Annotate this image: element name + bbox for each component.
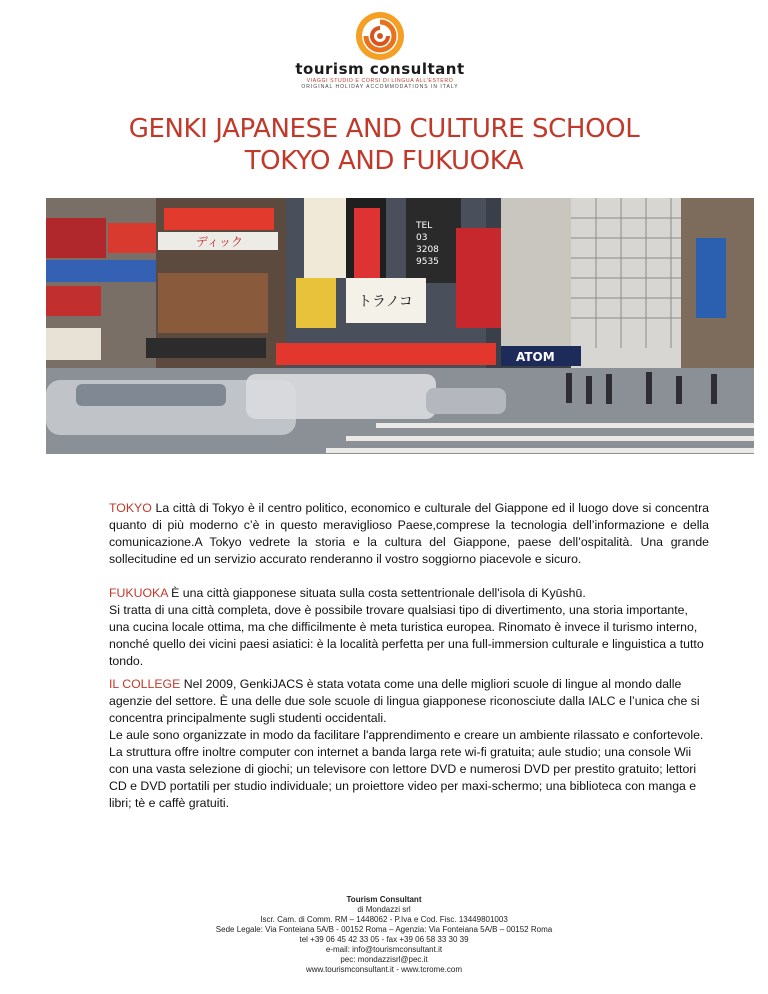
fukuoka-line1: È una città giapponese situata sulla costa settentrionale dell'isola di Kyūshū.	[167, 586, 586, 600]
tokyo-street-photo	[46, 198, 754, 454]
logo-subtagline: ORIGINAL HOLIDAY ACCOMMODATIONS IN ITALY	[301, 84, 459, 90]
footer-address: Sede Legale: Via Fonteiana 5A/B - 00152 Roma – Agenzia: Via Fonteiana 5A/B – 00152 Roma	[215, 925, 553, 934]
fukuoka-body: Si tratta di una città completa, dove è possibile trovare qualsiasi tipo di divertimento, una storia importante, una cucina locale ottima, ma che difficilmente è meta turistica europea. Rinomato è invece il turismo interno, nonché quello dei vicini paesi asiatici: è la località perfetta per una full-immersion culturale e linguistica a tutto tondo.	[109, 603, 704, 668]
footer-web[interactable]: www.tourismconsultant.it - www.tcrome.com	[305, 965, 463, 974]
title-line-2: TOKYO AND FUKUOKA	[244, 146, 524, 176]
sign-9535: 9535	[416, 257, 439, 267]
footer-pec[interactable]: pec: mondazzisrl@pec.it	[340, 955, 428, 964]
footer-registry: Iscr. Cam. di Comm. RM – 1448062 - P.Iva e Cod. Fisc. 13449801003	[260, 915, 508, 924]
sign-tel: TEL	[416, 221, 433, 231]
section-college	[109, 676, 709, 812]
page-title	[0, 113, 768, 177]
section-tokyo	[109, 500, 709, 568]
tokyo-text: La città di Tokyo è il centro politico, economico e culturale del Giappone ed il luogo dove si concentra quanto di più moderno c’è in questo meraviglioso Paese,comprese la tecnologia dell’informazione e della comunicazione.A Tokyo vedrete la storia e la cultura del Giappone, paese dell’ospitalità. Una grande sollecitudine ed un servizio accurato renderanno il vostro soggiorno piacevole e sicuro.	[109, 501, 709, 566]
sign-dick: ディック	[196, 235, 244, 249]
footer-owner: di Mondazzi srl	[357, 905, 411, 914]
sign-03: 03	[416, 233, 428, 243]
college-intro	[109, 676, 709, 727]
footer-email[interactable]: e-mail: info@tourismconsultant.it	[325, 945, 443, 954]
logo-name: tourism consultant	[295, 60, 465, 78]
fukuoka-lead: FUKUOKA	[109, 586, 168, 600]
section-fukuoka	[109, 585, 709, 670]
college-line1: Nel 2009, GenkiJACS è stata votata come una delle migliori scuole di lingue al mondo dalle agenzie del settore. È una delle due sole scuole di lingua giapponese riconosciute dalla IALC e l’unica che si concentra principalmente sugli studenti occidentali.	[109, 677, 700, 725]
tokyo-paragraph	[109, 500, 709, 568]
fukuoka-intro	[109, 585, 709, 602]
sign-atom: ATOM	[516, 350, 555, 364]
sign-3208: 3208	[416, 245, 439, 255]
footer	[0, 895, 768, 975]
title-line-1: GENKI JAPANESE AND CULTURE SCHOOL	[128, 114, 640, 144]
college-body: Le aule sono organizzate in modo da facilitare l'apprendimento e creare un ambiente rilassato e confortevole. La struttura offre inoltre computer con internet a banda larga rete wi-fi gratuita; aule studio; una console Wii con una vasta selezione di giochi; un televisore con lettore DVD e numerosi DVD per prestito gratuito; lettori CD e DVD portatili per studio individuale; un proiettore video per maxi-schermo; una biblioteca con manga e libri; tè e caffè gratuiti.	[109, 728, 704, 810]
footer-phone: tel +39 06 45 42 33 05 - fax +39 06 58 33 30 39	[299, 935, 469, 944]
spiral-logo-icon	[350, 10, 410, 62]
street-illustration	[46, 198, 754, 454]
tokyo-lead: TOKYO	[109, 501, 152, 515]
college-lead: IL COLLEGE	[109, 677, 181, 691]
sign-toranoko: トラノコ	[358, 294, 413, 310]
logo-tagline: VIAGGI STUDIO E CORSI DI LINGUA ALL'ESTERO	[306, 78, 454, 84]
footer-company: Tourism Consultant	[346, 895, 422, 904]
company-logo	[294, 10, 466, 94]
